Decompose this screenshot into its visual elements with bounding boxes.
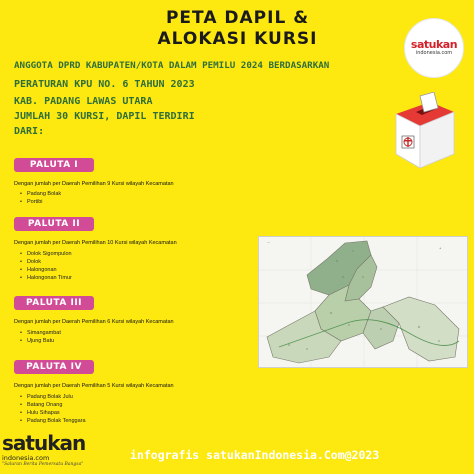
info-line-4: JUMLAH 30 KURSI, DAPIL TERDIRI [14,111,195,122]
list-item: • Batang Onang [20,401,86,409]
paluta-2-description: Dengan jumlah per Daerah Pemilihan 10 Kursi wilayah Kecamatan [14,240,177,246]
tab-paluta-4[interactable]: PALUTA IV [14,360,94,374]
info-line-1: ANGGOTA DPRD KABUPATEN/KOTA DALAM PEMILU 2024 BERDASARKAN [14,60,330,71]
paluta-4-description: Dengan jumlah per Daerah Pemilihan 5 Kursi wilayah Kecamatan [14,383,174,389]
paluta-3-list [20,329,61,345]
list-item: • Simangambat [20,329,61,337]
list-item: • Halongonan Timur [20,274,72,282]
paluta-4-list [20,393,86,425]
list-item: • Portibi [20,198,61,206]
list-item: • Padang Bolak Julu [20,393,86,401]
list-item: • Padang Bolak [20,190,61,198]
paluta-3-description: Dengan jumlah per Daerah Pemilihan 6 Kursi wilayah Kecamatan [14,319,174,325]
page-title [150,8,325,50]
list-item: • Dolok [20,258,72,266]
logo-bottom-tagline: "Saluran Berita Pemersatu Bangsa" [2,462,84,467]
svg-text:—: — [267,240,270,244]
ballot-box-icon [386,92,460,176]
list-item: • Padang Bolak Tenggara [20,417,86,425]
map-image [258,236,468,368]
footer-credit: infografis satukanIndonesia.Com@2023 [130,448,380,462]
paluta-1-description: Dengan jumlah per Daerah Pemilihan 9 Kursi wilayah Kecamatan [14,181,174,187]
logo-bottom-domain: indonesia.com [2,454,50,462]
list-item: • Ujung Batu [20,337,61,345]
info-line-5: DARI: [14,126,45,137]
logo-top-name: satukan [410,38,458,51]
logo-top-domain: indonesia.com [415,50,453,56]
list-item: • Hulu Sihapas [20,409,86,417]
tab-paluta-2[interactable]: PALUTA II [14,217,94,231]
logo-bottom-name: satukan [2,431,86,455]
tab-paluta-1[interactable]: PALUTA I [14,158,94,172]
info-line-2: PERATURAN KPU NO. 6 TAHUN 2023 [14,79,195,90]
paluta-2-list [20,250,72,282]
info-line-3: KAB. PADANG LAWAS UTARA [14,96,153,107]
tab-paluta-3[interactable]: PALUTA III [14,296,94,310]
list-item: • Halongonan [20,266,72,274]
list-item: • Dolok Sigompulon [20,250,72,258]
svg-text:+: + [439,246,442,250]
satukan-logo-top[interactable] [404,18,464,78]
title-line-1: PETA DAPIL & [165,8,310,28]
paluta-1-list [20,190,61,206]
satukan-logo-bottom[interactable] [2,432,98,472]
title-line-2: ALOKASI KURSI [157,29,318,49]
